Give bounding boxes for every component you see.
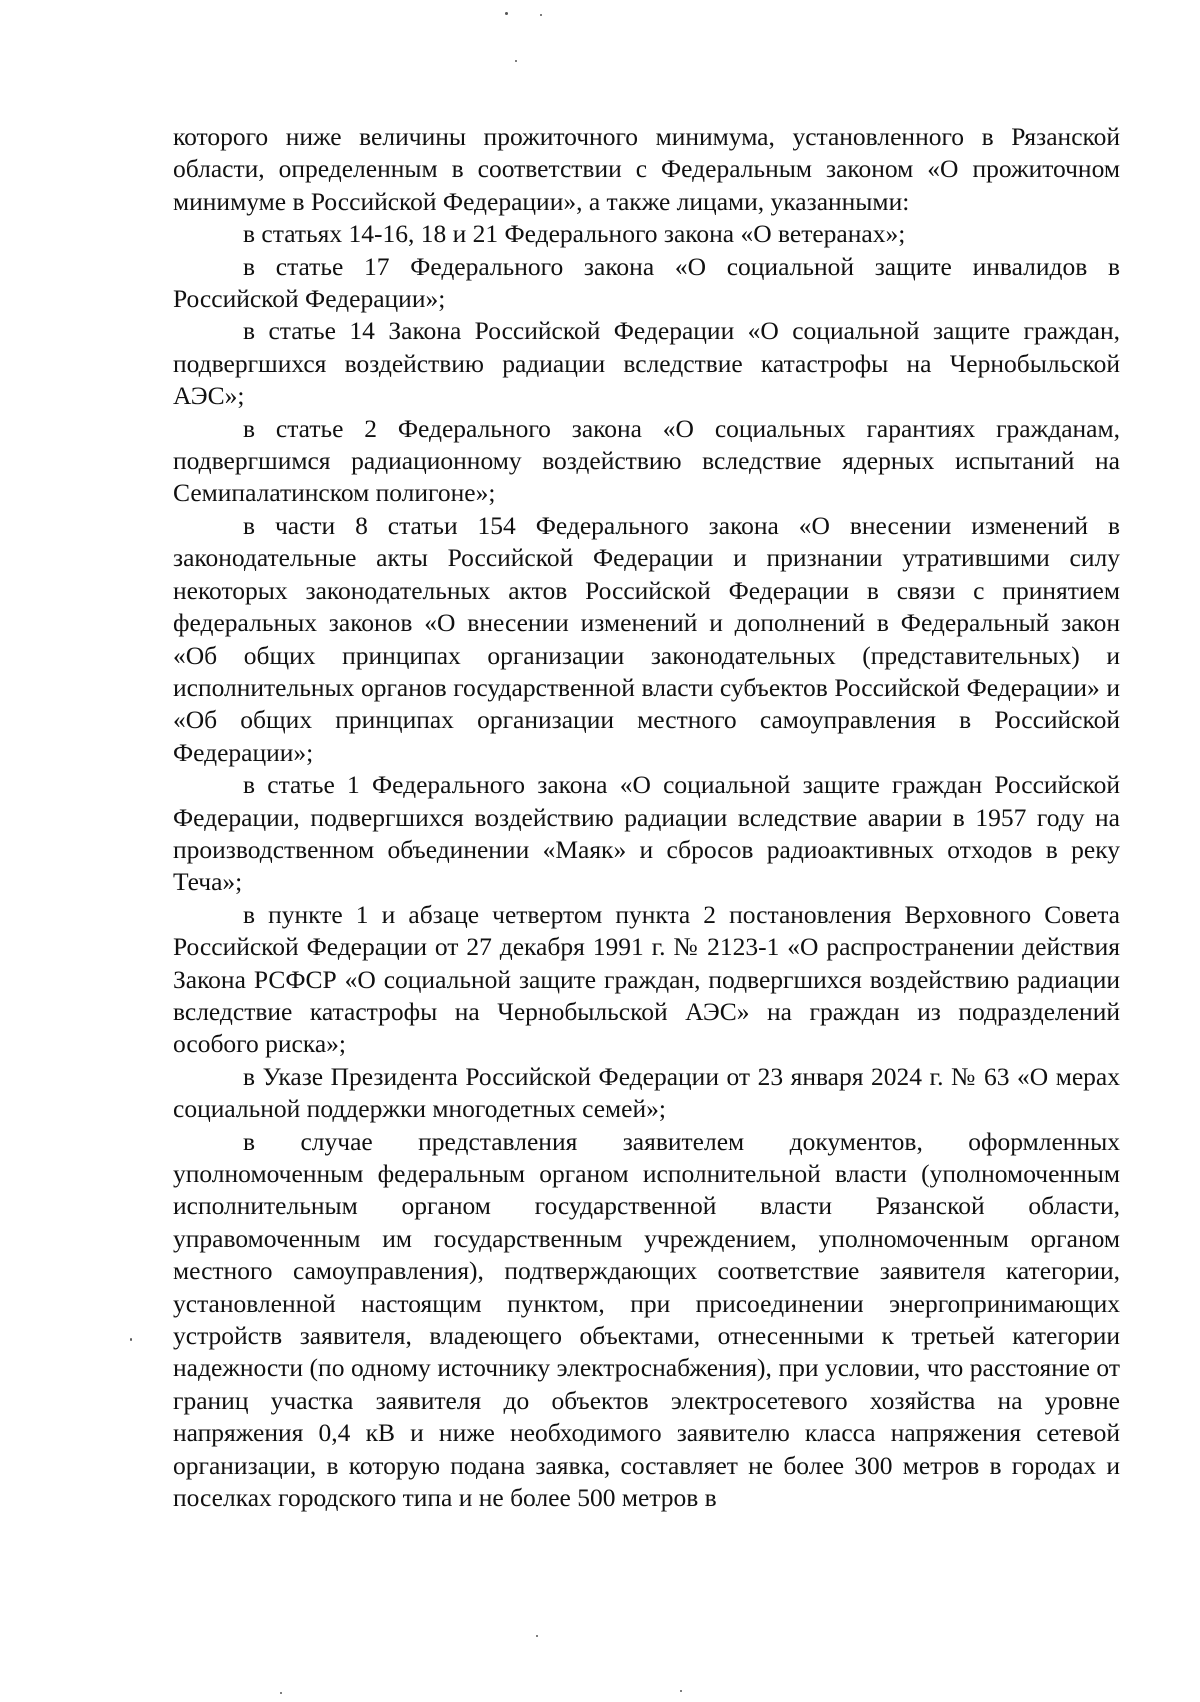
document-body — [173, 121, 1120, 1514]
scan-speck — [280, 1692, 282, 1694]
scan-speck — [680, 1690, 682, 1692]
scan-speck — [505, 12, 508, 15]
paragraph-veterans-law: в статьях 14-16, 18 и 21 Федерального закона «О ветеранах»; — [243, 219, 906, 249]
paragraph-supreme-council-resolution: в пункте 1 и абзаце четвертом пункта 2 постановления Верховного Совета Российской Федерации от 27 декабря 1991 г. № 2123-1 «О распространении действия Закона РСФСР «О социальной защите граждан, подвергшихся воздействию радиации вследствие катастрофы на Чернобыльской АЭС» на граждан из подразделений особого риска»; — [173, 899, 1120, 1059]
paragraph-mayak-law: в статье 1 Федерального закона «О социальной защите граждан Российской Федерации, подвергшихся воздействию радиации вследствие аварии в 1957 году на производственном объединении «Маяк» и сбросов радиоактивных отходов в реку Теча»; — [173, 770, 1120, 897]
paragraph-chernobyl-law: в статье 14 Закона Российской Федерации «О социальной защите граждан, подвергшихся воздействию радиации вследствие катастрофы на Чернобыльской АЭС»; — [173, 316, 1120, 411]
paragraph-semipalatinsk-law: в статье 2 Федерального закона «О социальных гарантиях гражданам, подвергшимся радиационному воздействию вследствие ядерных испытаний на Семипалатинском полигоне»; — [173, 413, 1120, 508]
scan-speck — [536, 1635, 538, 1637]
paragraph-article-154: в части 8 статьи 154 Федерального закона «О внесении изменений в законодательные акты Российской Федерации и признании утратившими силу некоторых законодательных актов Российской Федерации в связи с принятием федеральных законов «О внесении изменений и дополнений в Федеральный закон «Об общих принципах организации законодательных (представительных) и исполнительных органов государственной власти субъектов Российской Федерации» и «Об общих принципах организации местного самоуправления в Российской Федерации»; — [173, 510, 1120, 767]
paragraph-disabled-law: в статье 17 Федерального закона «О социальной защите инвалидов в Российской Федерации»; — [173, 251, 1120, 314]
scan-speck — [515, 60, 517, 62]
scan-speck — [540, 14, 542, 16]
paragraph-continuation: которого ниже величины прожиточного минимума, установленного в Рязанской области, определенным в соответствии с Федеральным законом «О прожиточном минимуме в Российской Федерации», а также лицами, указанными: — [173, 122, 1120, 216]
paragraph-documents-case: в случае представления заявителем документов, оформленных уполномоченным федеральным органом исполнительной власти (уполномоченным исполнительным органом государственной власти Рязанской области, управомоченным им государственным учреждением, уполномоченным органом местного самоуправления), подтверждающих соответствие заявителя категории, установленной настоящим пунктом, при присоединении энергопринимающих устройств заявителя, владеющего объектами, отнесенными к третьей категории надежности (по одному источнику электроснабжения), при условии, что расстояние от границ участка заявителя до объектов электросетевого хозяйства на уровне напряжения 0,4 кВ и ниже необходимого заявителю класса напряжения сетевой организации, в которую подана заявка, составляет не более 300 метров в городах и поселках городского типа и не более 500 метров в — [173, 1126, 1120, 1513]
paragraph-presidential-decree: в Указе Президента Российской Федерации от 23 января 2024 г. № 63 «О мерах социальной поддержки многодетных семей»; — [173, 1061, 1120, 1124]
scan-speck — [130, 1338, 132, 1341]
